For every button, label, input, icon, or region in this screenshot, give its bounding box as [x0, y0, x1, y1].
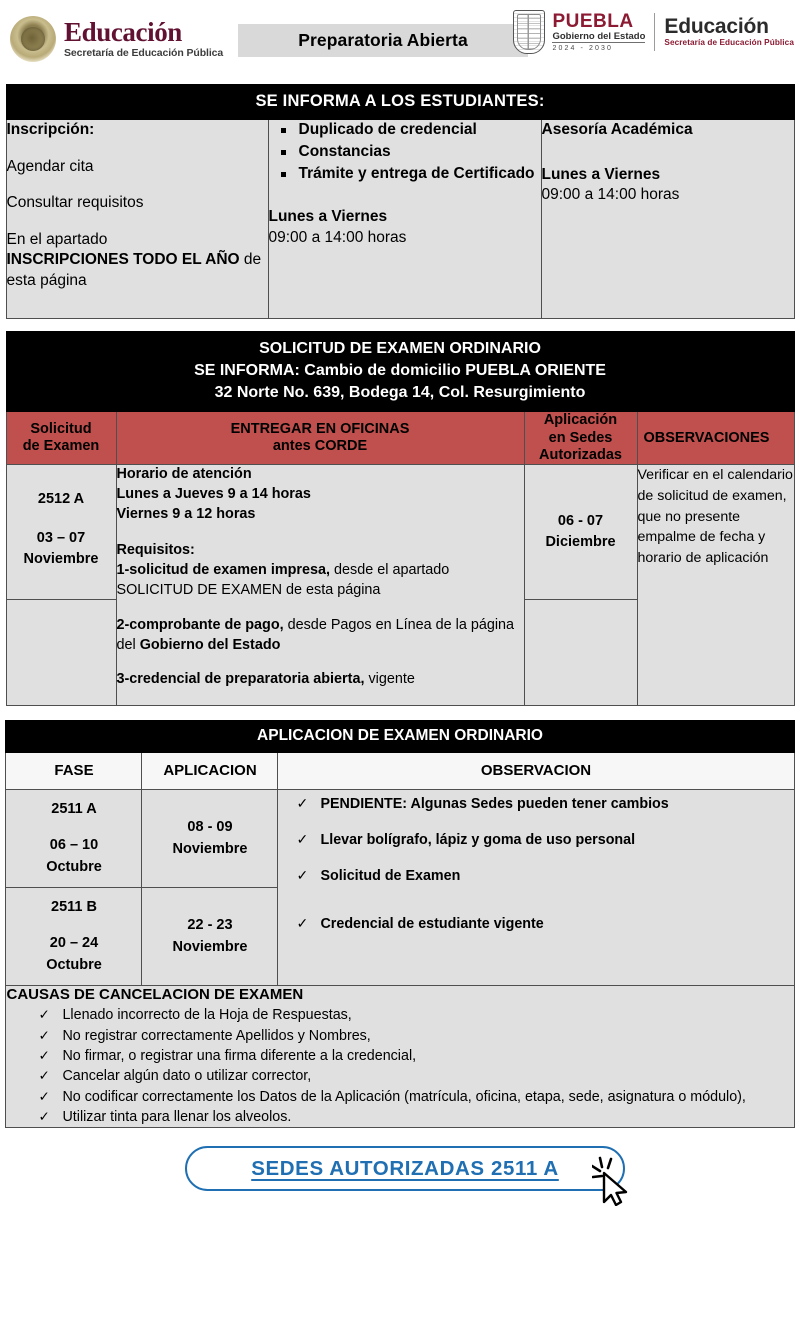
inscripcion-line3-post: de esta página: [6, 251, 262, 290]
observacion-list: [278, 790, 793, 932]
footer: [0, 1128, 800, 1214]
col-header-observacion: OBSERVACION: [278, 753, 794, 790]
requisito-2-bold: 2-comprobante de pago,: [116, 616, 284, 633]
list-item: ✓ Cancelar algún dato o utilizar corrector,: [38, 1066, 793, 1086]
table-row: [6, 120, 794, 319]
inscripcion-line1: Agendar cita: [6, 157, 94, 175]
table-row: [6, 721, 794, 753]
fase-cell-1: [6, 888, 142, 986]
page-title-text: Preparatoria Abierta: [298, 30, 468, 50]
list-item: ✓ Solicitud de Examen: [292, 868, 793, 884]
list-item: ✓ Llevar bolígrafo, lápiz y goma de uso personal: [292, 832, 793, 848]
solicitud-fase-code: 2512 A: [37, 491, 85, 508]
page-title: [238, 24, 528, 57]
puebla-logo-gob: Gobierno del Estado: [552, 30, 646, 42]
col-header-entregar-l1: ENTREGAR EN OFICINAS: [230, 420, 410, 437]
asesoria-days: Lunes a Viernes: [541, 165, 661, 183]
requisito-2-bold2: Gobierno del Estado: [139, 636, 281, 653]
observacion-cell: [278, 790, 794, 986]
col-header-aplicacion-l1: Aplicación: [543, 412, 618, 429]
fase-dates-1-l2: Octubre: [46, 956, 102, 973]
table-row: [6, 465, 794, 600]
list-item: Trámite y entrega de Certificado: [273, 164, 541, 185]
logo-divider: [654, 13, 655, 51]
aplicacion-1-l2: Noviembre: [172, 938, 248, 955]
sedes-autorizadas-button[interactable]: [185, 1146, 625, 1191]
list-item: Duplicado de credencial: [273, 120, 541, 141]
fase-dates-0-l2: Octubre: [46, 858, 102, 875]
requisitos-title: Requisitos:: [116, 542, 195, 559]
asesoria-hours: 09:00 a 14:00 horas: [541, 186, 680, 204]
inscripcion-line2: Consultar requisitos: [6, 194, 144, 212]
solicitud-band-line1: SOLICITUD DE EXAMEN ORDINARIO: [259, 340, 541, 357]
mouse-cursor-icon: [592, 1156, 634, 1206]
list-item: ✓ Credencial de estudiante vigente: [292, 916, 793, 932]
fase-code-1: 2511 B: [51, 899, 97, 916]
sep-logo-title: Educación: [64, 17, 182, 48]
col-header-solicitud-l1: Solicitud: [30, 420, 92, 437]
mexican-coat-of-arms-icon: [10, 16, 56, 62]
solicitud-band-line3: 32 Norte No. 639, Bodega 14, Col. Resurgimiento: [214, 384, 586, 402]
list-item: ✓ Utilizar tinta para llenar los alveolos.: [38, 1107, 793, 1127]
requisitos-cell: [116, 465, 524, 706]
col-header-entregar-l2: antes CORDE: [272, 438, 368, 455]
requisito-1-bold: 1-solicitud de examen impresa,: [116, 561, 331, 578]
sep-logo-subtitle: Secretaría de Educación Pública: [64, 47, 224, 60]
aplicacion-cell-0: [142, 790, 278, 888]
col-header-solicitud-l2: de Examen: [22, 438, 100, 455]
table-header-row: [6, 753, 794, 790]
page-header: [0, 0, 800, 78]
table-row: [6, 986, 794, 1128]
sep-logo: [10, 16, 223, 62]
sedes-autorizadas-label: SEDES AUTORIZADAS 2511 A: [251, 1156, 559, 1180]
solicitud-fase-dates-l1: 03 – 07: [36, 530, 86, 547]
aplicacion-0-l2: Noviembre: [172, 840, 248, 857]
solicitud-observaciones-cell: Verificar en el calendario de solicitud de examen, que no presente empalme de fecha y horario de aplicación: [637, 465, 794, 706]
solicitud-fase-dates-l2: Noviembre: [23, 551, 99, 568]
causas-list: [6, 1005, 793, 1127]
requisito-1: [117, 561, 524, 601]
requisito-3-rest: vigente: [364, 671, 415, 688]
list-item: Constancias: [273, 142, 541, 163]
aplicacion-0-l1: 08 - 09: [187, 819, 233, 836]
list-item: ✓ PENDIENTE: Algunas Sedes pueden tener cambios: [292, 796, 793, 812]
tramites-list: [269, 120, 541, 184]
students-info-band: SE INFORMA A LOS ESTUDIANTES:: [6, 85, 794, 120]
fase-cell-0: [6, 790, 142, 888]
horario-line1: Lunes a Jueves 9 a 14 horas: [116, 486, 311, 503]
puebla-logo-title: PUEBLA: [552, 10, 634, 32]
col-header-aplicacion: APLICACION: [142, 753, 278, 790]
solicitud-band: [6, 332, 794, 412]
inscripcion-line3: [7, 230, 268, 292]
inscripcion-cell: [6, 120, 268, 319]
requisito-3: [117, 670, 524, 690]
solicitud-band-line2: SE INFORMA: Cambio de domicilio PUEBLA ORIENTE: [194, 362, 606, 380]
list-item: ✓ Llenado incorrecto de la Hoja de Respuestas,: [38, 1005, 793, 1025]
table-row: [6, 332, 794, 412]
table-header-row: [6, 412, 794, 465]
tramites-hours: 09:00 a 14:00 horas: [268, 228, 407, 246]
asesoria-cell: [541, 120, 794, 319]
puebla-logo-text: [552, 12, 645, 53]
causas-title: CAUSAS DE CANCELACION DE EXAMEN: [6, 986, 304, 1004]
list-item: ✓ No firmar, o registrar una firma diferente a la credencial,: [38, 1046, 793, 1066]
aplicacion-band: APLICACION DE EXAMEN ORDINARIO: [6, 721, 794, 753]
puebla-edu-text: [664, 16, 794, 47]
horario-line2: Viernes 9 a 12 horas: [116, 506, 256, 523]
causas-cancelacion-cell: [6, 986, 794, 1128]
fase-dates-0-l1: 06 – 10: [49, 837, 99, 854]
solicitud-aplicacion-cell-empty: [524, 600, 637, 706]
solicitud-aplicacion-l1: 06 - 07: [557, 513, 604, 530]
solicitud-aplicacion-cell: [524, 465, 637, 600]
aplicacion-examen-table: [5, 720, 794, 1128]
inscripcion-heading: Inscripción:: [6, 121, 95, 138]
requisito-1-rest: desde el apartado SOLICITUD DE EXAMEN de esta página: [116, 561, 450, 598]
table-row: [6, 85, 794, 120]
solicitud-aplicacion-l2: Diciembre: [545, 534, 616, 551]
puebla-logo-years: 2024 - 2030: [552, 45, 613, 53]
inscripcion-line3-pre: En el apartado: [6, 230, 108, 248]
inscripcion-line3-bold: INSCRIPCIONES TODO EL AÑO: [6, 251, 240, 269]
col-header-aplicacion-l3: Autorizadas: [539, 447, 622, 464]
tramites-cell: [268, 120, 541, 319]
col-header-aplicacion: [524, 412, 637, 465]
solicitud-examen-table: [6, 331, 795, 706]
requisito-2-mid: desde Pagos en Línea de la página del: [116, 616, 515, 653]
students-info-table: [6, 84, 795, 319]
list-item: ✓ No registrar correctamente Apellidos y Nombres,: [38, 1026, 793, 1046]
col-header-aplicacion-l2: en Sedes: [548, 429, 613, 446]
tramites-days: Lunes a Viernes: [268, 208, 388, 226]
aplicacion-1-l1: 22 - 23: [187, 917, 233, 934]
requisito-3-bold: 3-credencial de preparatoria abierta,: [116, 671, 365, 688]
puebla-shield-icon: [513, 10, 545, 54]
puebla-edu-title: Educación: [664, 15, 769, 39]
asesoria-heading: Asesoría Académica: [541, 121, 693, 138]
puebla-edu-subtitle: Secretaría de Educación Pública: [664, 38, 794, 48]
col-header-entregar: [116, 412, 524, 465]
aplicacion-cell-1: [142, 888, 278, 986]
fase-code-0: 2511 A: [51, 801, 97, 818]
solicitud-fase-cell: [6, 465, 116, 600]
col-header-solicitud: [6, 412, 116, 465]
table-row: [6, 790, 794, 888]
horario-title: Horario de atención: [116, 466, 252, 483]
puebla-logo: [513, 10, 794, 54]
col-header-fase: FASE: [6, 753, 142, 790]
col-header-observaciones: OBSERVACIONES: [637, 412, 794, 465]
requisito-2: [117, 616, 524, 656]
fase-dates-1-l1: 20 – 24: [49, 935, 99, 952]
sep-logo-text: [64, 19, 223, 59]
list-item: ✓ No codificar correctamente los Datos de la Aplicación (matrícula, oficina, etapa, sede, asignatura o módulo),: [38, 1087, 793, 1107]
solicitud-fase-cell-empty: [6, 600, 116, 706]
